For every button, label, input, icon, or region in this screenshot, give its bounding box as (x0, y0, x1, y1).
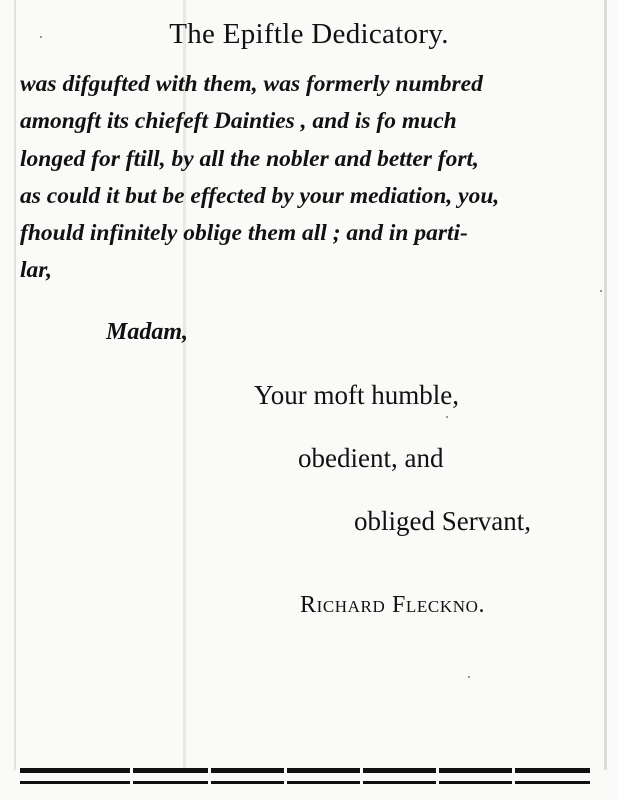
text-line: as could it but be effected by your mediation, you, (20, 182, 500, 209)
text-line: longed for ftill, by all the nobler and better fort, (20, 145, 479, 172)
page-fold-shadow-left (14, 0, 16, 770)
salutation: Madam, (106, 319, 189, 345)
text-line: was difgufted with them, was formerly numbred (20, 71, 483, 97)
running-title: The Epiftle Dedicatory. (169, 18, 449, 50)
print-speck (446, 416, 448, 418)
print-speck (468, 676, 470, 678)
closing-line: obliged Servant, (354, 506, 531, 536)
rule-break (284, 766, 287, 786)
rule-break (130, 766, 133, 786)
rule-break (512, 766, 515, 786)
print-speck (600, 290, 602, 292)
rule-break (208, 766, 211, 786)
text-line: lar, (20, 257, 53, 284)
closing-line: obedient, and (298, 443, 444, 473)
rule-break (436, 766, 439, 786)
bottom-rule-thick (20, 768, 590, 773)
text-line: amongft its chiefeft Dainties , and is fo much (20, 108, 457, 135)
bottom-rule-thin (20, 781, 590, 784)
dedication-text (20, 66, 612, 290)
closing-line: Your moft humble, (254, 380, 460, 410)
rule-break (360, 766, 363, 786)
print-speck (40, 36, 42, 38)
text-line: fhould infinitely oblige them all ; and in parti- (20, 220, 468, 247)
signature-name: Richard Fleckno. (300, 592, 486, 618)
